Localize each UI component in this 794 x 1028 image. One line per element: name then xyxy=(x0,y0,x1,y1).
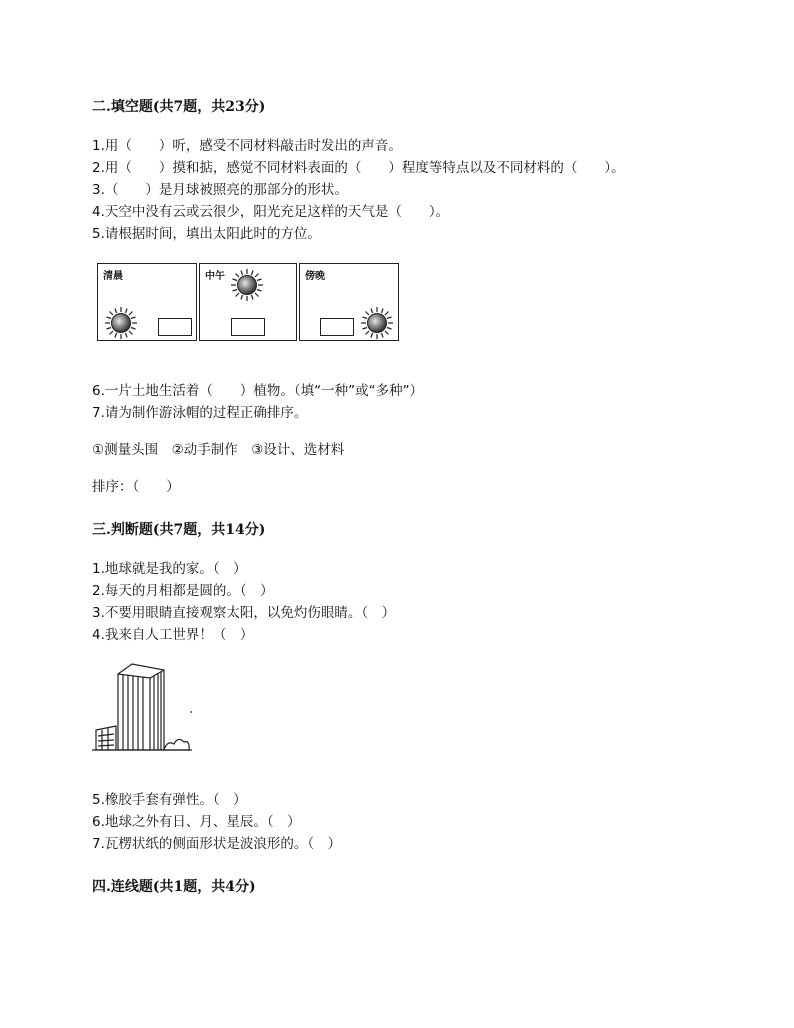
fill-question-3: 3.（ ）是月球被照亮的那部分的形状。 xyxy=(92,182,348,198)
judge-question-5: 5.橡胶手套有弹性。（ ） xyxy=(92,792,247,808)
section4-title: 四.连线题(共1题，共4分) xyxy=(92,879,256,895)
sun-icon xyxy=(104,306,138,340)
answer-box-evening[interactable] xyxy=(320,318,354,336)
fill-question-4: 4.天空中没有云或云很少，阳光充足这样的天气是（ ）。 xyxy=(92,204,450,220)
sun-icon xyxy=(230,268,264,302)
judge-question-3: 3.不要用眼睛直接观察太阳，以免灼伤眼睛。（ ） xyxy=(92,605,396,621)
section3-title: 三.判断题(共7题，共14分) xyxy=(92,522,266,538)
answer-box-noon[interactable] xyxy=(231,318,265,336)
judge-question-1: 1.地球就是我的家。（ ） xyxy=(92,561,247,577)
fill-question-6: 6.一片土地生活着（ ）植物。（填“一种”或“多种”） xyxy=(92,383,424,399)
answer-box-morning[interactable] xyxy=(158,318,192,336)
question-7-options: ①测量头围 ②动手制作 ③设计、选材料 xyxy=(92,442,345,458)
panel-evening xyxy=(299,263,399,341)
judge-question-2: 2.每天的月相都是圆的。（ ） xyxy=(92,583,274,599)
panel-morning xyxy=(97,263,197,341)
judge-question-6: 6.地球之外有日、月、星辰。（ ） xyxy=(92,814,301,830)
panel-evening-label: 傍晚 xyxy=(305,271,325,282)
fill-question-7: 7.请为制作游泳帽的过程正确排序。 xyxy=(92,405,308,421)
panel-noon-label: 中午 xyxy=(205,271,225,282)
section2-title: 二.填空题(共7题，共23分) xyxy=(92,99,266,115)
panel-morning-label: 清晨 xyxy=(103,271,123,282)
fill-question-2: 2.用（ ）摸和掂，感觉不同材料表面的（ ）程度等特点以及不同材料的（ ）。 xyxy=(92,160,625,176)
judge-question-7: 7.瓦楞状纸的侧面形状是波浪形的。（ ） xyxy=(92,836,342,852)
sun-icon xyxy=(360,306,394,340)
question-7-answer: 排序：（ ） xyxy=(92,479,180,495)
fill-question-1: 1.用（ ）听，感受不同材料敲击时发出的声音。 xyxy=(92,138,402,154)
judge-question-4: 4.我来自人工世界！（ ） xyxy=(92,627,254,643)
fill-question-5: 5.请根据时间，填出太阳此时的方位。 xyxy=(92,226,321,242)
panel-noon xyxy=(199,263,297,341)
building-illustration xyxy=(92,660,197,755)
